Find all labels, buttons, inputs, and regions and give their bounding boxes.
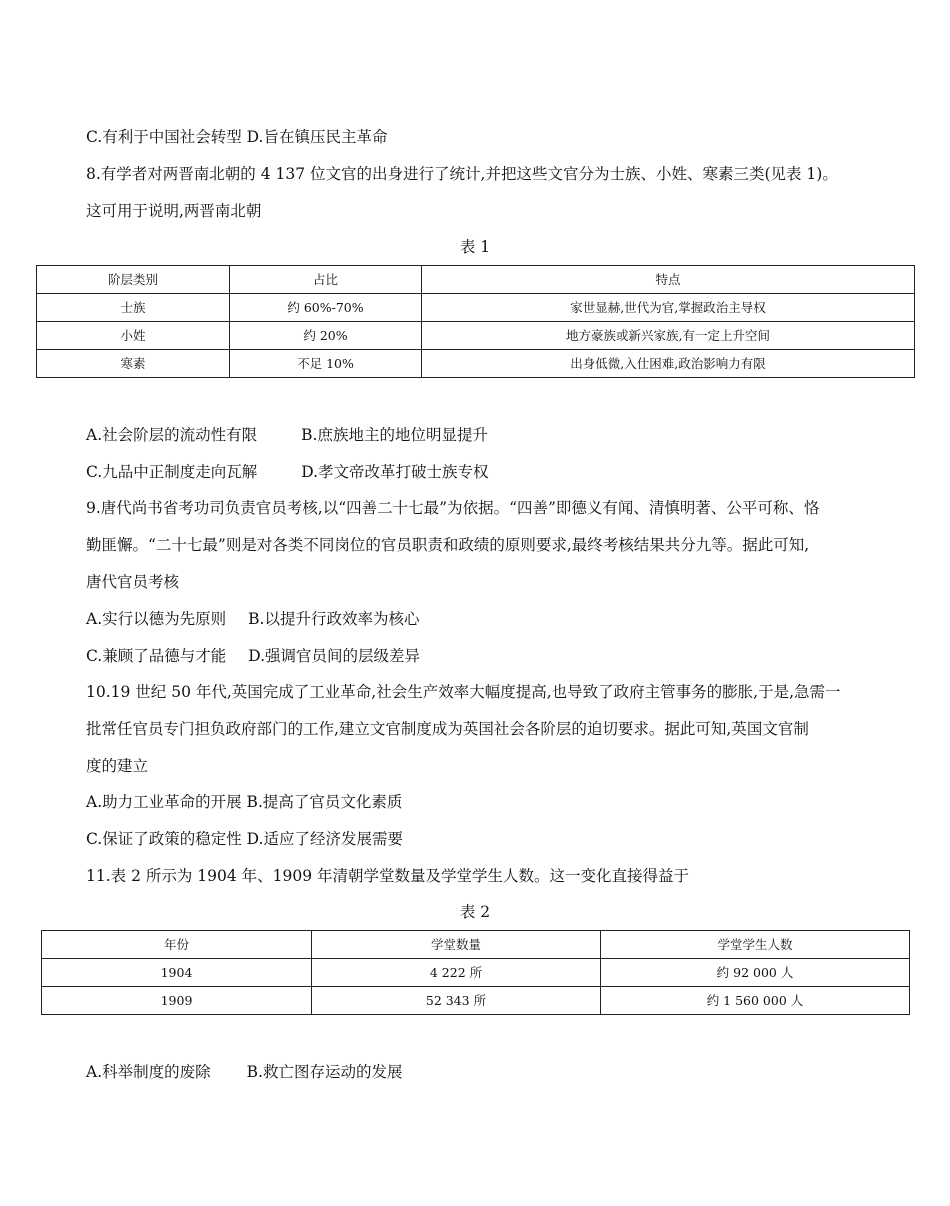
q8-option-c: C.九品中正制度走向瓦解 — [86, 463, 258, 481]
q8-stem-line-1: 8.有学者对两晋南北朝的 4 137 位文官的出身进行了统计,并把这些文官分为士族、小姓、寒素三类(见表 1)。 — [86, 165, 838, 183]
table-row — [37, 294, 915, 322]
table-header-cell: 年份 — [42, 931, 312, 959]
table-1-caption: 表 1 — [459, 238, 491, 256]
table-2 — [41, 930, 910, 1015]
table-header-cell: 占比 — [230, 266, 422, 294]
q11-options-ab — [86, 1062, 402, 1082]
table-header-cell: 学堂数量 — [312, 931, 601, 959]
q9-option-c: C.兼顾了品德与才能 — [86, 647, 227, 665]
table-cell: 1909 — [42, 987, 312, 1015]
q8-option-b: B.庶族地主的地位明显提升 — [301, 426, 488, 444]
table-cell: 约 1 560 000 人 — [601, 987, 910, 1015]
q9-stem-line-3: 唐代官员考核 — [86, 573, 180, 591]
q9-options-ab — [86, 609, 419, 629]
table-cell: 1904 — [42, 959, 312, 987]
q9-stem-line-2: 勤匪懈。“二十七最”则是对各类不同岗位的官员职责和政绩的原则要求,最终考核结果共分九等。据此可知, — [86, 536, 810, 554]
table-row — [42, 931, 910, 959]
q9-options-cd — [86, 646, 420, 666]
table-row — [42, 959, 910, 987]
table-row — [37, 322, 915, 350]
table-cell: 约 60%-70% — [230, 294, 422, 322]
table-header-cell: 阶层类别 — [37, 266, 230, 294]
table-1 — [36, 265, 915, 378]
table-2-caption: 表 2 — [459, 903, 491, 921]
table-cell: 家世显赫,世代为官,掌握政治主导权 — [422, 294, 915, 322]
q10-stem-line-2: 批常任官员专门担负政府部门的工作,建立文官制度成为英国社会各阶层的迫切要求。据此可知,英国文官制 — [86, 720, 809, 738]
table-cell: 地方豪族或新兴家族,有一定上升空间 — [422, 322, 915, 350]
q8-stem-line-2: 这可用于说明,两晋南北朝 — [86, 202, 262, 220]
q10-options-ab: A.助力工业革命的开展 B.提高了官员文化素质 — [86, 793, 403, 811]
q9-stem-line-1: 9.唐代尚书省考功司负责官员考核,以“四善二十七最”为依据。“四善”即德义有闻、清慎明著、公平可称、恪 — [86, 499, 820, 517]
q11-option-b: B.救亡图存运动的发展 — [246, 1063, 403, 1081]
table-row — [42, 987, 910, 1015]
q10-options-cd: C.保证了政策的稳定性 D.适应了经济发展需要 — [86, 830, 403, 848]
q10-stem-line-3: 度的建立 — [86, 757, 149, 775]
q11-stem-line-1: 11.表 2 所示为 1904 年、1909 年清朝学堂数量及学堂学生人数。这一变化直接得益于 — [86, 867, 690, 885]
table-cell: 约 20% — [230, 322, 422, 350]
q9-option-d: D.强调官员间的层级差异 — [248, 647, 421, 665]
q11-option-a: A.科举制度的废除 — [86, 1063, 211, 1081]
table-cell: 不足 10% — [230, 350, 422, 378]
table-cell: 约 92 000 人 — [601, 959, 910, 987]
q9-option-a: A.实行以德为先原则 — [86, 610, 227, 628]
table-cell: 寒素 — [37, 350, 230, 378]
q8-option-d: D.孝文帝改革打破士族专权 — [301, 463, 489, 481]
q10-stem-line-1: 10.19 世纪 50 年代,英国完成了工业革命,社会生产效率大幅度提高,也导致了政府主管事务的膨胀,于是,急需一 — [86, 683, 841, 701]
table-cell: 52 343 所 — [312, 987, 601, 1015]
q7-options-cd: C.有利于中国社会转型 D.旨在镇压民主革命 — [86, 128, 388, 146]
table-cell: 士族 — [37, 294, 230, 322]
table-cell: 出身低微,入仕困难,政治影响力有限 — [422, 350, 915, 378]
table-cell: 4 222 所 — [312, 959, 601, 987]
q8-option-a: A.社会阶层的流动性有限 — [86, 426, 258, 444]
q8-options-ab — [86, 425, 488, 445]
q8-options-cd — [86, 462, 489, 482]
table-row — [37, 266, 915, 294]
table-header-cell: 学堂学生人数 — [601, 931, 910, 959]
table-cell: 小姓 — [37, 322, 230, 350]
table-header-cell: 特点 — [422, 266, 915, 294]
q9-option-b: B.以提升行政效率为核心 — [248, 610, 420, 628]
table-row — [37, 350, 915, 378]
